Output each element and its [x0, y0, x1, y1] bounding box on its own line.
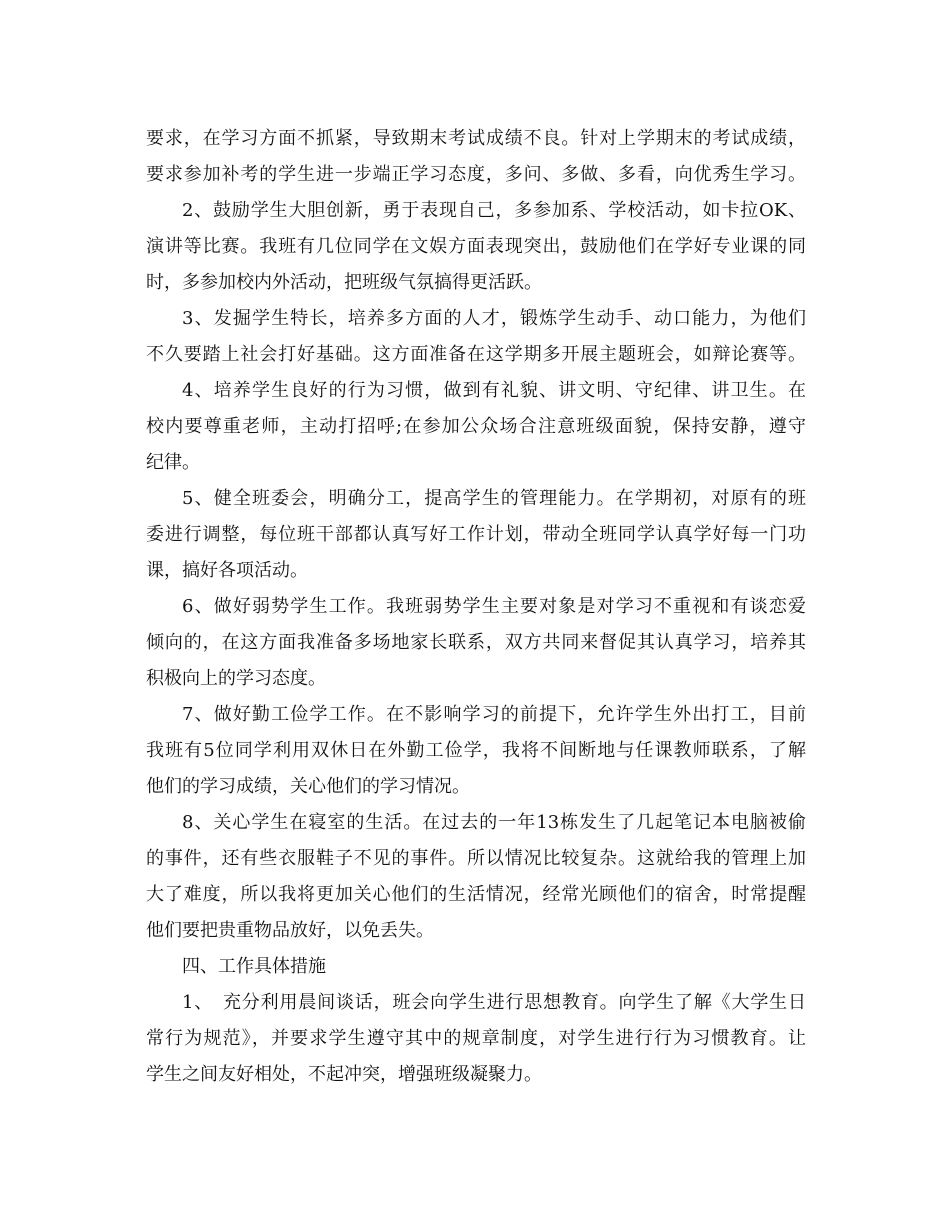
text-line: 倾向的，在这方面我准备多场地家长联系，双方共同来督促其认真学习，培养其 — [146, 632, 806, 653]
text-line: 演讲等比赛。我班有几位同学在文娱方面表现突出，鼓励他们在学好专业课的同 — [146, 236, 806, 257]
text-line: 1、 充分利用晨间谈话，班会向学生进行思想教育。向学生了解《大学生日 — [182, 992, 806, 1013]
text-line: 他们要把贵重物品放好，以免丢失。 — [146, 920, 434, 941]
text-line: 纪律。 — [146, 452, 200, 473]
text-line: 校内要尊重老师，主动打招呼;在参加公众场合注意班级面貌，保持安静，遵守 — [146, 416, 806, 437]
text-line: 的事件，还有些衣服鞋子不见的事件。所以情况比较复杂。这就给我的管理上加 — [146, 848, 806, 869]
text-line: 7、做好勤工俭学工作。在不影响学习的前提下，允许学生外出打工，目前 — [182, 704, 806, 725]
text-line: 课，搞好各项活动。 — [146, 560, 308, 581]
text-line: 要求，在学习方面不抓紧，导致期末考试成绩不良。针对上学期末的考试成绩， — [146, 128, 806, 149]
text-line: 6、做好弱势学生工作。我班弱势学生主要对象是对学习不重视和有谈恋爱 — [182, 596, 806, 617]
text-line: 5、健全班委会，明确分工，提高学生的管理能力。在学期初，对原有的班 — [182, 488, 806, 509]
text-line: 要求参加补考的学生进一步端正学习态度，多问、多做、多看，向优秀生学习。 — [146, 164, 806, 185]
text-line: 我班有5位同学利用双休日在外勤工俭学，我将不间断地与任课教师联系，了解 — [146, 740, 806, 761]
text-line: 不久要踏上社会打好基础。这方面准备在这学期多开展主题班会，如辩论赛等。 — [146, 344, 806, 365]
text-line: 他们的学习成绩，关心他们的学习情况。 — [146, 776, 470, 797]
text-line: 3、发掘学生特长，培养多方面的人才，锻炼学生动手、动口能力，为他们 — [182, 308, 806, 329]
text-line: 委进行调整，每位班干部都认真写好工作计划，带动全班同学认真学好每一门功 — [146, 524, 806, 545]
text-line: 4、培养学生良好的行为习惯，做到有礼貌、讲文明、守纪律、讲卫生。在 — [182, 380, 806, 401]
text-line: 积极向上的学习态度。 — [146, 668, 326, 689]
text-line: 学生之间友好相处，不起冲突，增强班级凝聚力。 — [146, 1064, 542, 1085]
text-line: 大了难度，所以我将更加关心他们的生活情况，经常光顾他们的宿舍，时常提醒 — [146, 884, 806, 905]
text-line: 2、鼓励学生大胆创新，勇于表现自己，多参加系、学校活动，如卡拉OK、 — [182, 200, 806, 221]
section-heading: 四、工作具体措施 — [182, 956, 326, 977]
text-line: 时，多参加校内外活动，把班级气氛搞得更活跃。 — [146, 272, 542, 293]
text-line: 8、关心学生在寝室的生活。在过去的一年13栋发生了几起笔记本电脑被偷 — [182, 812, 806, 833]
text-line: 常行为规范》，并要求学生遵守其中的规章制度，对学生进行行为习惯教育。让 — [146, 1028, 806, 1049]
